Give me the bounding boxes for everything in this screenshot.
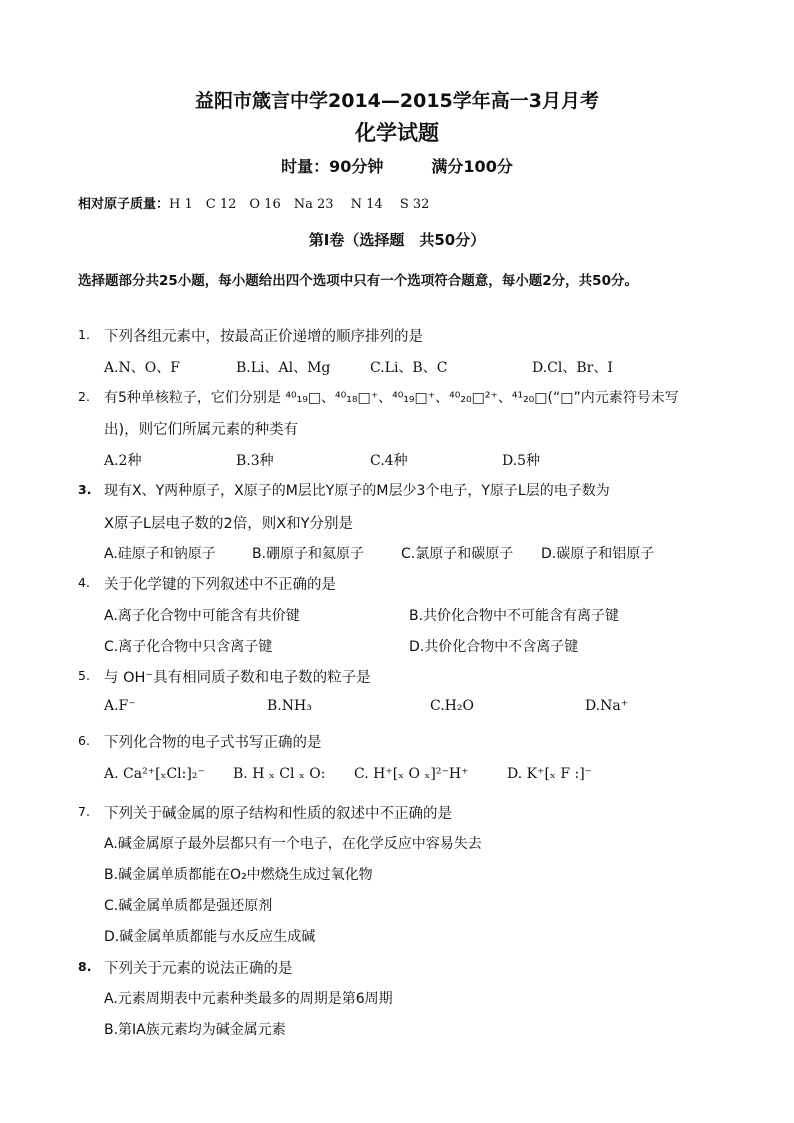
question-text: 现有X、Y两种原子，X原子的M层比Y原子的M层少3个电子，Y原子L层的电子数为 — [104, 483, 610, 499]
option-c: C.Li、B、C — [370, 360, 448, 376]
atomic-mass-line — [78, 193, 429, 212]
question-text: 下列化合物的电子式书写正确的是 — [104, 735, 322, 751]
question-number: 1. — [78, 327, 90, 342]
question-text: 与 OH⁻具有相同质子数和电子数的粒子是 — [104, 670, 371, 686]
option-b: B.3种 — [236, 453, 274, 469]
atomic-mass-label: 相对原子质量： — [78, 197, 170, 212]
question-text: 有5种单核粒子，它们分别是 ⁴⁰₁₉□、⁴⁰₁₈□⁺、⁴⁰₁₉□⁺、⁴⁰₂₀□²⁺、⁴¹₂₀□(“□”内元素符号未写 — [104, 390, 679, 406]
option-c: C.碱金属单质都是强还原剂 — [104, 898, 273, 914]
option-b: B.硼原子和氦原子 — [252, 546, 365, 562]
option-c: C.H₂O — [430, 698, 474, 714]
exam-title: 益阳市箴言中学2014—2015学年高一3月月考 — [195, 90, 599, 112]
option-a: A.F⁻ — [104, 698, 136, 714]
option-d: D.共价化合物中不含离子键 — [409, 639, 579, 655]
question-text: 下列关于元素的说法正确的是 — [104, 961, 293, 977]
question-number: 8. — [78, 959, 92, 974]
question-number: 5. — [78, 668, 90, 683]
option-a: A.2种 — [104, 453, 142, 469]
option-b: B.共价化合物中不可能含有离子键 — [409, 608, 620, 624]
option-b: B.第IA族元素均为碱金属元素 — [104, 1022, 286, 1038]
option-d: D.碳原子和铝原子 — [541, 546, 655, 562]
question-text-cont: 出)，则它们所属元素的种类有 — [104, 422, 299, 438]
question-number: 2. — [78, 389, 90, 404]
subject-title: 化学试题 — [355, 121, 439, 145]
option-a: A.硅原子和钠原子 — [104, 546, 216, 562]
question-number: 7. — [78, 804, 90, 819]
question-number: 6. — [78, 733, 90, 748]
atomic-mass-values: H 1 C 12 O 16 Na 23 N 14 S 32 — [169, 197, 430, 212]
question-text: 下列关于碱金属的原子结构和性质的叙述中不正确的是 — [104, 806, 452, 822]
question-number: 3. — [78, 482, 92, 497]
question-text-cont: X原子L层电子数的2倍，则X和Y分别是 — [104, 516, 354, 532]
question-text: 下列各组元素中，按最高正价递增的顺序排列的是 — [104, 329, 423, 345]
option-b: B.碱金属单质都能在O₂中燃烧生成过氧化物 — [104, 867, 373, 883]
option-a: A.元素周期表中元素种类最多的周期是第6周期 — [104, 991, 393, 1007]
option-c: C.4种 — [370, 453, 408, 469]
option-b: B.NH₃ — [267, 698, 312, 714]
question-number: 4. — [78, 575, 90, 590]
option-a: A.N、O、F — [104, 360, 181, 376]
option-b: B. H ₓ Cl ₓ O: — [233, 766, 326, 782]
option-c: C.氯原子和碳原子 — [401, 546, 514, 562]
option-d: D.Na⁺ — [585, 698, 629, 714]
option-c: C. H⁺[ₓ O ₓ]²⁻H⁺ — [354, 766, 469, 782]
option-d: D.碱金属单质都能与水反应生成碱 — [104, 929, 316, 945]
time-score: 时量：90分钟 满分100分 — [281, 157, 513, 176]
option-d: D.Cl、Br、I — [532, 360, 613, 376]
question-text: 关于化学键的下列叙述中不正确的是 — [104, 577, 336, 593]
option-d: D. K⁺[ₓ F :]⁻ — [507, 766, 593, 782]
section-title: 第Ⅰ卷（选择题 共50分） — [308, 231, 486, 249]
option-c: C.离子化合物中只含离子键 — [104, 639, 273, 655]
section-instructions: 选择题部分共25小题，每小题给出四个选项中只有一个选项符合题意，每小题2分，共50分。 — [78, 273, 638, 289]
option-b: B.Li、Al、Mg — [236, 360, 331, 376]
option-d: D.5种 — [502, 453, 541, 469]
option-a: A. Ca²⁺[ₓCl:]₂⁻ — [104, 766, 205, 782]
option-a: A.离子化合物中可能含有共价键 — [104, 608, 300, 624]
option-a: A.碱金属原子最外层都只有一个电子，在化学反应中容易失去 — [104, 836, 482, 852]
